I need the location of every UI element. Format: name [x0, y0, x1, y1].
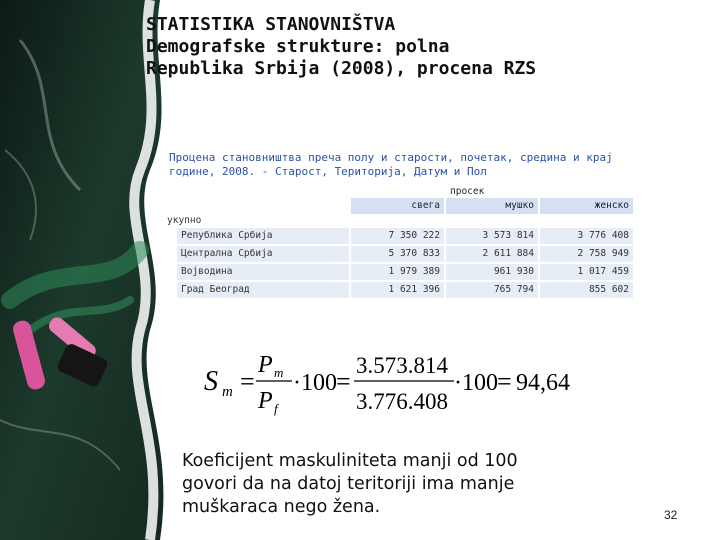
- masculinity-formula: [200, 348, 590, 418]
- note-line-1: Koeficijent maskuliniteta manji od 100: [182, 451, 518, 471]
- page-number: 32: [664, 508, 678, 522]
- row-female: 1 017 459: [540, 264, 633, 280]
- row-male: 765 794: [446, 282, 538, 298]
- formula-eq-2: =: [336, 367, 351, 396]
- note-line-2: govori da na datoj teritoriji ima manje: [182, 474, 515, 494]
- table-row: [165, 281, 635, 299]
- row-male: 3 573 814: [446, 228, 538, 244]
- row-label: Војводина: [177, 264, 349, 280]
- group-header: просек: [446, 184, 538, 200]
- formula-eq-3: =: [497, 367, 512, 396]
- formula-num-sub: m: [274, 365, 284, 380]
- table-row: [165, 227, 635, 245]
- slide-title: [146, 14, 706, 80]
- table-caption-line-1: Процена становништва преча полу и старости, почетак, средина и крај: [169, 151, 613, 164]
- chalkboard-decoration: [0, 0, 190, 540]
- title-line-3: Republika Srbija (2008), procena RZS: [146, 58, 537, 79]
- row-total: 7 350 222: [351, 228, 444, 244]
- row-female: 2 758 949: [540, 246, 633, 262]
- row-label: Град Београд: [177, 282, 349, 298]
- formula-result: 94,64: [516, 370, 570, 396]
- total-label: укупно: [167, 215, 202, 226]
- formula-den-value: 3.776.408: [356, 389, 448, 414]
- row-total: 5 370 833: [351, 246, 444, 262]
- row-total: 1 979 389: [351, 264, 444, 280]
- title-line-2: Demografske strukture: polna: [146, 36, 450, 57]
- row-male: 2 611 884: [446, 246, 538, 262]
- table-row: [165, 263, 635, 281]
- population-table: [165, 147, 635, 299]
- formula-num-sym: P: [258, 352, 273, 378]
- formula-lhs-sub: m: [222, 384, 233, 400]
- formula-eq-1: =: [240, 367, 255, 396]
- formula-mult-2: ·100: [454, 370, 498, 396]
- col-header-male: мушко: [446, 198, 538, 214]
- row-total: 1 621 396: [351, 282, 444, 298]
- row-male: 961 930: [446, 264, 538, 280]
- note-line-3: muškaraca nego žena.: [182, 497, 381, 517]
- formula-mult-1: ·100: [293, 370, 337, 396]
- row-label: Централна Србија: [177, 246, 349, 262]
- conclusion-text: [182, 450, 602, 519]
- formula-lhs: S: [204, 366, 218, 397]
- table-caption: [169, 151, 633, 179]
- table-row: [165, 245, 635, 263]
- col-header-female: женско: [540, 198, 633, 214]
- table-grid: [165, 183, 635, 299]
- formula-den-sym: P: [258, 388, 273, 414]
- col-header-total: свега: [351, 198, 444, 214]
- row-female: 3 776 408: [540, 228, 633, 244]
- table-caption-line-2: године, 2008. - Старост, Територија, Датум и Пол: [169, 165, 487, 178]
- formula-den-sub: f: [274, 401, 278, 416]
- formula-num-value: 3.573.814: [356, 353, 448, 378]
- row-label: Република Србија: [177, 228, 349, 244]
- title-line-1: STATISTIKA STANOVNIŠTVA: [146, 14, 396, 35]
- row-female: 855 602: [540, 282, 633, 298]
